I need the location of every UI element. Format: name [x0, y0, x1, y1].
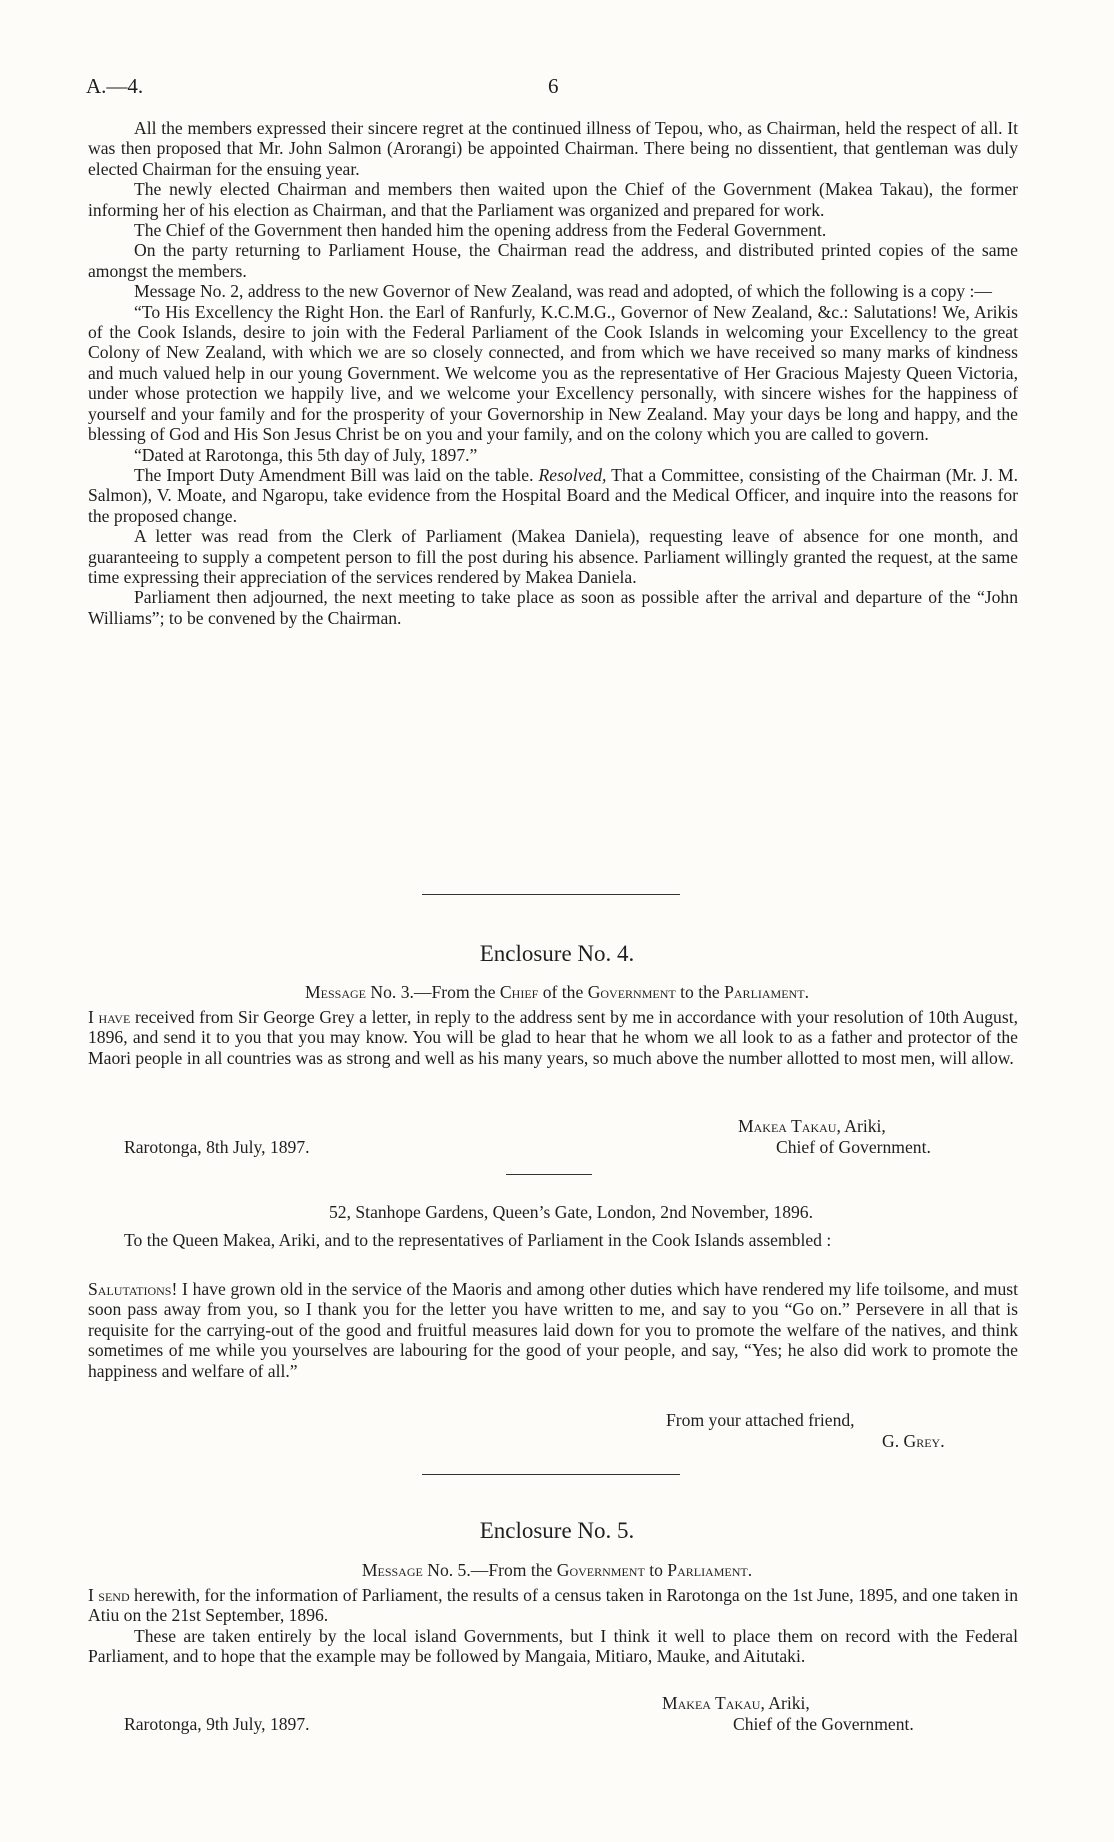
- text: Government: [587, 982, 676, 1002]
- text: Parliament: [724, 982, 805, 1002]
- enclosure-5-message-heading: [0, 1560, 1114, 1581]
- resolution-paragraph: [88, 465, 1018, 526]
- paragraph: [88, 1585, 1018, 1626]
- letter-recipient: [124, 1230, 1018, 1250]
- paragraph: The newly elected Chairman and members then waited upon the Chief of the Government (Makea Takau), the former informing her of his election as Chairman, and that the Parliament was organized and prepared for work.: [88, 179, 1018, 220]
- paragraph: These are taken entirely by the local island Governments, but I think it well to place them on record with the Federal Parliament, and to hope that the example may be followed by Mangaia, Mitiaro, Mauke, and Aitutaki.: [88, 1625, 1018, 1667]
- enclosure-4-body: [88, 1007, 1018, 1068]
- enclosure-5-title: Enclosure No. 5.: [479, 1518, 635, 1543]
- paragraph: Parliament then adjourned, the next meeting to take place as soon as possible after the arrival and departure of the “John Williams”; to be convened by the Chairman.: [88, 587, 1018, 628]
- text: Makea Takau: [662, 1693, 761, 1713]
- enclosure-4-message-heading: [0, 982, 1114, 1003]
- signer-name: [662, 1693, 810, 1713]
- text: received from Sir George Grey a letter, in reply to the address sent by me in accordance with your resolution of 10th August, 1896, and send it to you that you may know. You will be glad to hear that he whom we all look to as a father and protector of the Maori people in all countries was as strong and well as his many years, so much above the number allotted to most men, will allow.: [88, 1007, 1018, 1068]
- document-reference: A.—4.: [86, 74, 144, 98]
- paragraph: On the party returning to Parliament House, the Chairman read the address, and distributed printed copies of the same amongst the members.: [88, 240, 1018, 281]
- recipient-text: To the Queen Makea, Ariki, and to the representatives of Parliament in the Cook Islands assembled :: [124, 1230, 832, 1250]
- section-divider: [422, 1474, 680, 1475]
- text: No. 3.—From the: [366, 982, 500, 1002]
- paragraph: All the members expressed their sincere regret at the continued illness of Tepou, who, as Chairman, held the respect of all. It was then proposed that Mr. John Salmon (Arorangi) be appointed Chairman. There being no dissentient, that gentleman was duly elected Chairman for the ensuing year.: [88, 118, 1018, 179]
- text: That a Committee, consisting of the Chairman (Mr. J. M. Salmon), V. Moate, and Ngaropu, take evidence from the Hospital Board and the Medical Officer, and inquire into the reasons for the proposed change.: [88, 464, 1018, 526]
- enclosure-5-body: [88, 1585, 1018, 1667]
- text: to the: [675, 982, 725, 1002]
- paragraph: The Chief of the Government then handed him the opening address from the Federal Government.: [134, 220, 827, 241]
- text: , Ariki,: [836, 1116, 886, 1136]
- text: I send: [88, 1585, 130, 1605]
- text: No. 5.—From the: [422, 1560, 557, 1580]
- place-date: Rarotonga, 8th July, 1897.: [124, 1137, 310, 1157]
- paragraph: [88, 1007, 1018, 1068]
- letter-closing: From your attached friend,: [666, 1410, 855, 1430]
- text: I have grown old in the service of the Maoris and among other duties which have rendered my life toilsome, and must soon pass away from you, so I thank you for the letter you have written to me, and say to you “Go on.” Persevere in all that is requisite for the carrying-out of the good and fruitful measures laid down for you to promote the welfare of the natives, and think sometimes of me while you yourselves are labouring for the good of your people, and say, “Yes; he also did work to promote the happiness and welfare of all.”: [88, 1279, 1018, 1381]
- text: Message: [305, 982, 367, 1002]
- resolved-label: Resolved,: [538, 464, 607, 485]
- paragraph: A letter was read from the Clerk of Parliament (Makea Daniela), requesting leave of absence for one month, and guaranteeing to supply a competent person to fill the post during his absence. Parliament willingly granted the request, at the same time expressing their appreciation of the services rendered by Makea Daniela.: [88, 526, 1018, 587]
- text: Makea Takau: [738, 1116, 837, 1136]
- text: herewith, for the information of Parliament, the results of a census taken in Rarotonga on the 1st June, 1895, and one taken in Atiu on the 21st September, 1896.: [88, 1585, 1018, 1626]
- text: .: [804, 982, 809, 1002]
- text: , Ariki,: [760, 1693, 810, 1713]
- signer-name: [738, 1116, 886, 1136]
- place-date: Rarotonga, 9th July, 1897.: [124, 1714, 310, 1734]
- letter-signature: G. Grey.: [882, 1431, 945, 1451]
- letter-address: 52, Stanhope Gardens, Queen’s Gate, London, 2nd November, 1896.: [329, 1202, 813, 1222]
- text: of the: [538, 982, 588, 1002]
- text: The Import Duty Amendment Bill was laid on the table.: [134, 464, 539, 485]
- text: Message: [361, 1560, 423, 1580]
- section-divider: [422, 894, 680, 895]
- signer-role: Chief of Government.: [776, 1137, 931, 1157]
- text: Government: [556, 1560, 645, 1580]
- page-number: 6: [548, 74, 559, 98]
- signer-role: Chief of the Government.: [733, 1714, 914, 1734]
- paragraph: [88, 1279, 1018, 1381]
- text: Chief: [499, 982, 539, 1002]
- text: to: [644, 1560, 668, 1580]
- text: Salutations!: [88, 1279, 178, 1299]
- text: I have: [88, 1007, 131, 1027]
- proceedings-section: [88, 118, 1018, 628]
- divider: [506, 1174, 592, 1175]
- text: .: [747, 1560, 753, 1580]
- address-to-governor: “To His Excellency the Right Hon. the Earl of Ranfurly, K.C.M.G., Governor of New Zealand, &c.: Salutations! We, Arikis of the Cook Islands, desire to join with the Federal Parliament of the Cook Islands in welcoming your Excellency to the great Colony of New Zealand, with which we are so closely connected, and from which we have received so many marks of kindness and much valued help in our young Government. We welcome you as the representative of Her Gracious Majesty Queen Victoria, under whose protection we happily live, and we welcome your Excellency personally, with sincere wishes for the happiness of yourself and your family and for the prosperity of your Governorship in New Zealand. May your days be long and happy, and the blessing of God and His Son Jesus Christ be on you and your family, and on the colony which you are called to govern.: [88, 301, 1018, 445]
- text: Parliament: [667, 1560, 748, 1580]
- paragraph: “Dated at Rarotonga, this 5th day of July, 1897.”: [134, 444, 478, 465]
- enclosure-4-title: Enclosure No. 4.: [479, 941, 635, 966]
- paragraph: Message No. 2, address to the new Governor of New Zealand, was read and adopted, of which the following is a copy :—: [134, 281, 992, 302]
- letter-body: [88, 1279, 1018, 1381]
